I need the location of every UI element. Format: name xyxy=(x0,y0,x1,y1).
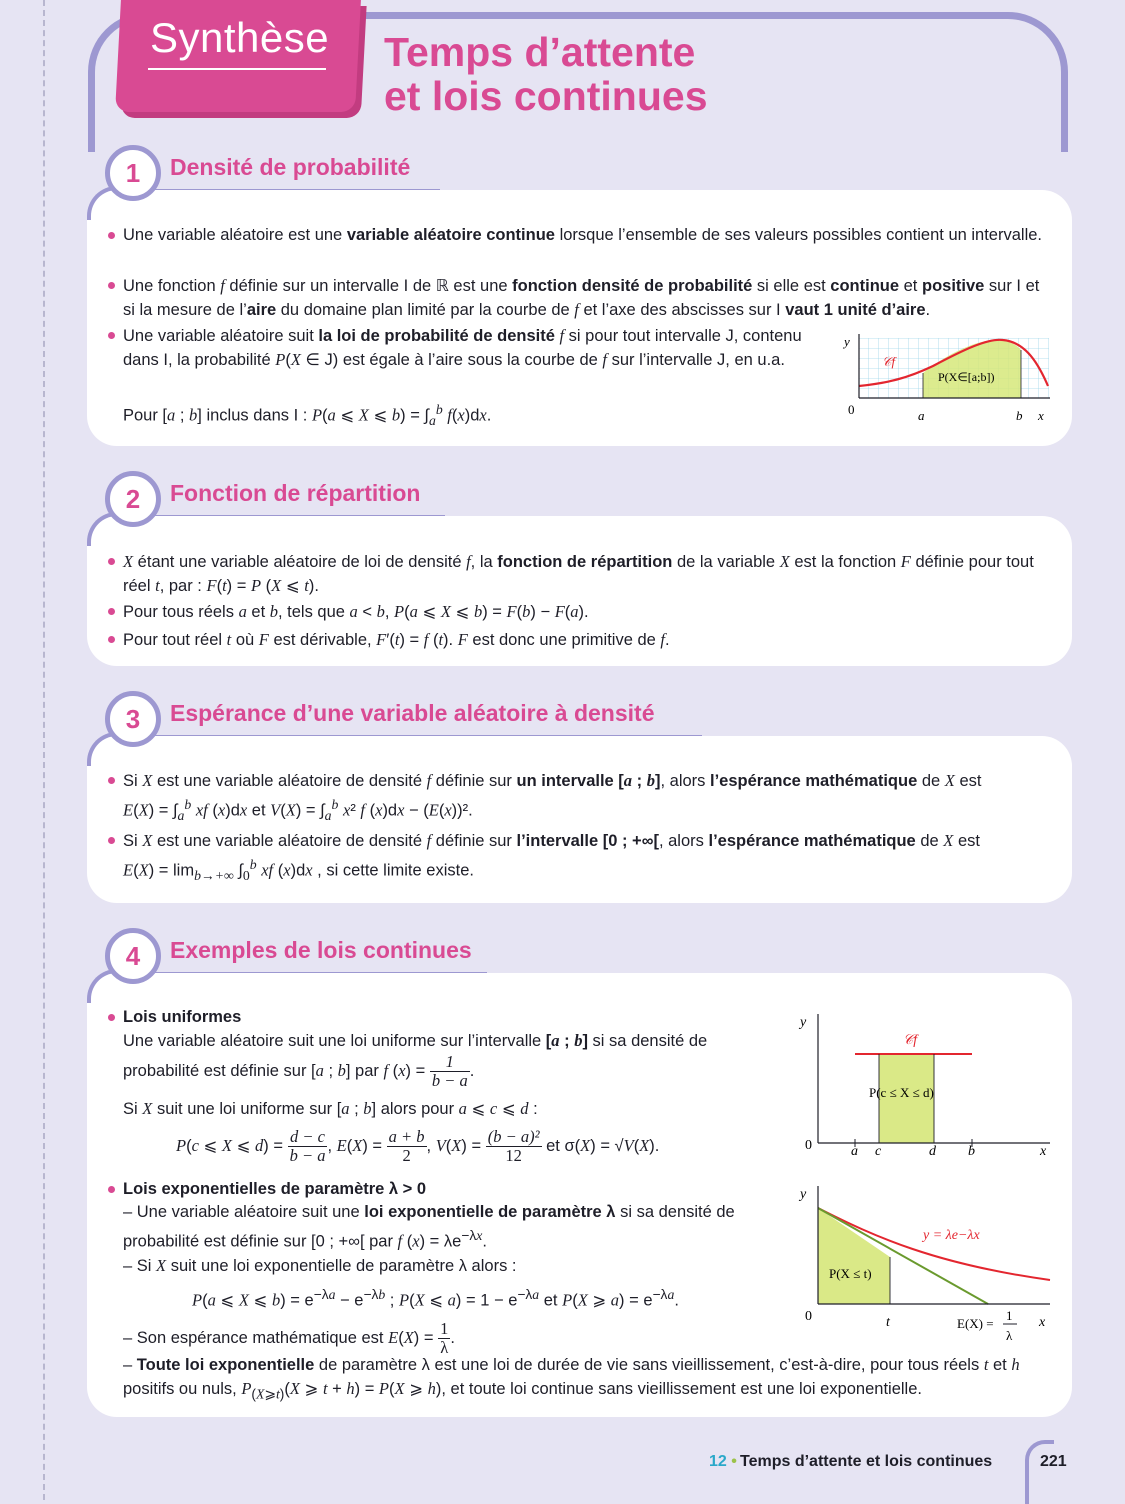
exponential-graph xyxy=(795,1182,1060,1352)
s4-uniform: Lois uniformes Une variable aléatoire suit une loi uniforme sur l’intervalle [a ; b] si sa densité de probabilité est définie sur [a ; b] par f (x) = $\frac{1}{b - a}$ . xyxy=(123,1006,773,1090)
s2-bullet-2: Pour tous réels a et b, tels que a < b, P(a ⩽ X ⩽ b) = F(b) − F(a). xyxy=(123,600,1053,624)
svg-text:x: x xyxy=(1038,408,1044,423)
s4-uniform-cond: Si X suit une loi uniforme sur [a ; b] alors pour a ⩽ c ⩽ d : xyxy=(123,1099,538,1118)
s4-exp-memoryless: – Toute loi exponentielle de paramètre λ est une loi de durée de vie sans vieillissement, c’est-à-dire, pour tous réels t et h positifs ou nuls, $P_{(X⩾t)}(X$ ⩾ t + h) = P(X ⩾ h), et toute loi continue sans vieillissement est une loi exponentielle. xyxy=(123,1355,1020,1402)
svg-text:P(c ≤ X ≤ d): P(c ≤ X ≤ d) xyxy=(869,1085,934,1100)
svg-text:λ: λ xyxy=(1006,1328,1013,1343)
section-3-number: 3 xyxy=(105,691,161,747)
svg-text:x: x xyxy=(1039,1315,1046,1330)
svg-text:𝒞f: 𝒞f xyxy=(903,1033,918,1048)
page-number: 221 xyxy=(1040,1453,1067,1470)
exp-area xyxy=(818,1208,890,1304)
svg-text:a: a xyxy=(918,408,925,423)
s3-bullet-1: Si X est une variable aléatoire de densité f définie sur un intervalle [a ; b], alors l’espérance mathématique de X est $E(X) = \int_a^b$ xf (x)dx et $V(X) = \int_a^b$ x² f (x)dx − (E(x))². xyxy=(123,769,1053,827)
svg-text:0: 0 xyxy=(805,1138,812,1153)
svg-text:𝒞f: 𝒞f xyxy=(882,354,896,369)
section-3-title: Espérance d’une variable aléatoire à densité xyxy=(170,700,655,726)
svg-text:d: d xyxy=(929,1144,936,1159)
svg-text:P(X∈[a;b]): P(X∈[a;b]) xyxy=(938,370,995,384)
svg-text:y: y xyxy=(800,1187,807,1202)
s4-uniform-formula: P(c ⩽ X ⩽ d) = $\frac{d - c}{b - a}$ , E(X) = $\frac{a + b}{2}$ , V(X) = $\frac{\text{(b − a)²}}{12}$ et σ(X) = √V(X). xyxy=(176,1127,660,1165)
footer-chapter-number: 12 • xyxy=(709,1453,737,1470)
synthese-label: Synthèse xyxy=(150,14,330,61)
svg-text:y: y xyxy=(800,1015,807,1030)
svg-text:y = λe−λx: y = λe−λx xyxy=(923,1228,980,1243)
svg-text:x: x xyxy=(1040,1144,1047,1159)
svg-text:E(X) =: E(X) = xyxy=(957,1316,994,1331)
page-title: Temps d’attente et lois continues xyxy=(384,29,708,119)
footer-divider xyxy=(1025,1440,1054,1504)
page-margin-line xyxy=(43,0,45,1500)
density-graph xyxy=(838,328,1058,428)
s3-bullet-2: Si X est une variable aléatoire de densité f définie sur l’intervalle [0 ; +∞[, alors l’espérance mathématique de X est $E(X) = \lim_{b\to+\infty} \int_0^b$ xf (x)dx , si cette limite existe. xyxy=(123,829,1053,887)
svg-text:b: b xyxy=(968,1144,975,1159)
svg-text:a: a xyxy=(851,1144,858,1159)
section-2-number: 2 xyxy=(105,471,161,527)
s4-exponential: Lois exponentielles de paramètre λ > 0 – Une variable aléatoire suit une loi exponentielle de paramètre λ si sa densité de probabilité est définie sur [0 ; +∞[ par f $(x) = \lambda e^{-\lambda x}$. – Si X suit une loi exponentielle de paramètre λ alors : xyxy=(123,1178,783,1278)
footer-chapter-title: Temps d’attente et lois continues xyxy=(740,1453,993,1470)
section-1-number: 1 xyxy=(105,145,161,201)
svg-text:y: y xyxy=(844,334,850,349)
section-4-number: 4 xyxy=(105,928,161,984)
section-2-title: Fonction de répartition xyxy=(170,480,421,506)
s1-bullet-3: Une variable aléatoire suit la loi de probabilité de densité f si pour tout intervalle J, contenu dans I, la probabilité P(X ∈ J) est égale à l’aire sous la courbe de f sur l’intervalle J, en u.a. xyxy=(123,324,823,372)
s1-bullet-2: Une fonction f définie sur un intervalle I de ℝ est une fonction densité de probabilité si elle est continue et positive sur I et si la mesure de l’aire du domaine plan limité par la courbe de f et l’axe des abscisses sur I vaut 1 unité d’aire. xyxy=(123,274,1053,322)
svg-text:1: 1 xyxy=(1006,1308,1013,1323)
s1-formula: Pour [a ; b] inclus dans I : P(a ⩽ X ⩽ $b) = \int_a^b$ f(x)dx. xyxy=(123,402,492,428)
section-1-title: Densité de probabilité xyxy=(170,154,411,180)
svg-text:0: 0 xyxy=(848,402,855,417)
s1-bullet-1: Une variable aléatoire est une variable aléatoire continue lorsque l’ensemble de ses valeurs possibles contient un intervalle. xyxy=(123,224,1043,247)
uniform-graph xyxy=(795,1008,1060,1163)
synthese-underline xyxy=(148,68,326,70)
svg-text:c: c xyxy=(875,1144,882,1159)
svg-text:t: t xyxy=(886,1315,890,1330)
svg-text:0: 0 xyxy=(805,1309,812,1324)
s2-bullet-1: X étant une variable aléatoire de loi de densité f, la fonction de répartition de la variable X est la fonction F définie pour tout réel t, par : F(t) = P (X ⩽ t). xyxy=(123,550,1053,598)
svg-text:b: b xyxy=(1016,408,1023,423)
section-4-title: Exemples de lois continues xyxy=(170,937,472,963)
s4-exp-esp: – Son espérance mathématique est E(X) = $\frac{1}{\lambda}$ . xyxy=(123,1319,455,1357)
s4-exp-formula: P(a ⩽ X ⩽ $b) = e^{-\lambda a} - e^{-\lambda b}$ ; P(X ⩽ $a) = 1 - e^{-\lambda a}$ et P(X ⩾ $a) = e^{-\lambda a}$. xyxy=(192,1287,679,1310)
svg-text:P(X ≤ t): P(X ≤ t) xyxy=(829,1266,872,1281)
s2-bullet-3: Pour tout réel t où F est dérivable, F′(t) = f (t). F est donc une primitive de f. xyxy=(123,628,1053,652)
